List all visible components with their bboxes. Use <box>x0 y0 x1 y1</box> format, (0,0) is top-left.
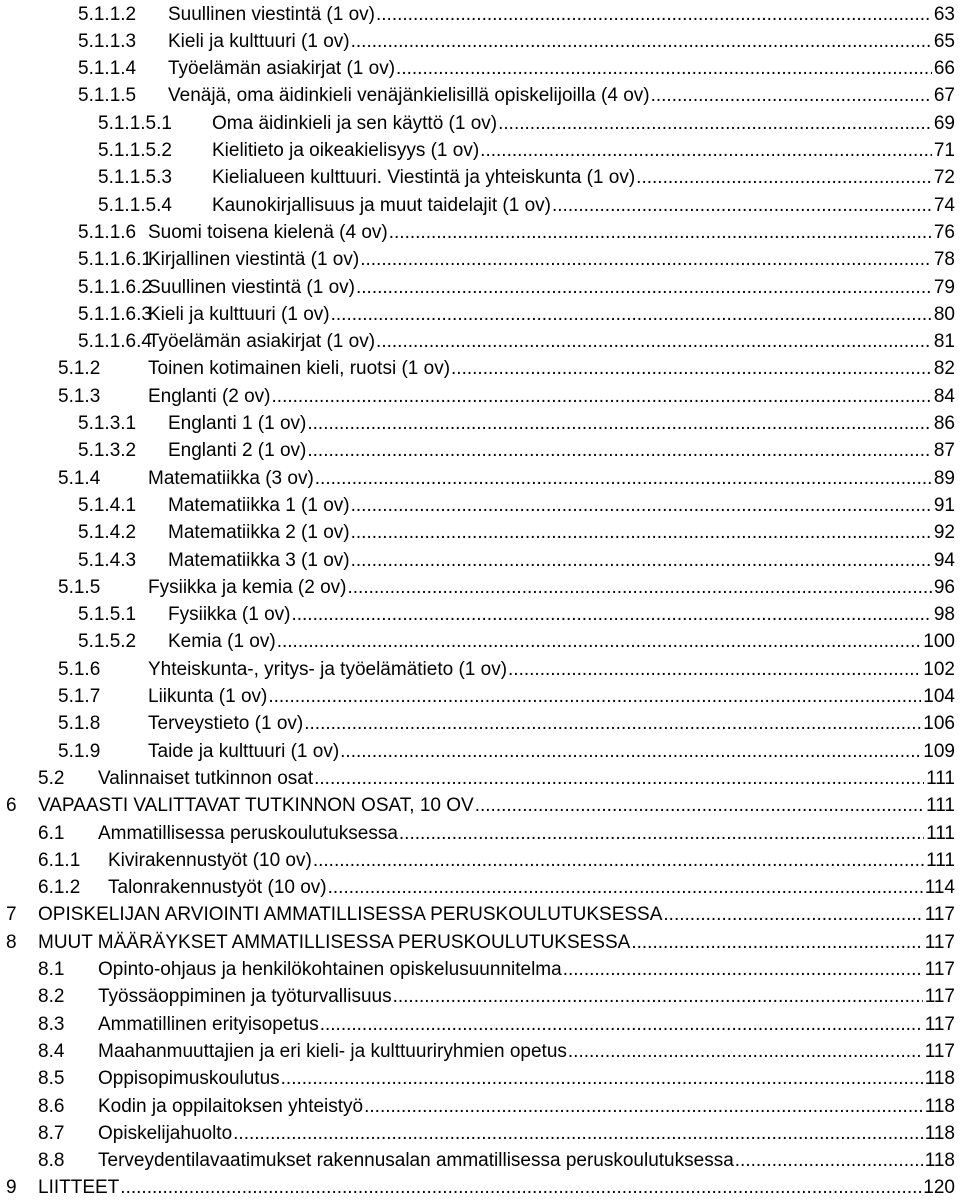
toc-entry-title: Taide ja kulttuuri (1 ov) <box>148 740 340 762</box>
toc-entry[interactable] <box>6 792 955 820</box>
toc-entry-number: 5.2 <box>38 767 65 789</box>
toc-leader-dots <box>328 874 923 902</box>
toc-leader-dots <box>315 465 932 493</box>
toc-entry-page-number: 78 <box>933 249 955 271</box>
toc-entry-title: Fysiikka ja kemia (2 ov) <box>148 576 347 598</box>
toc-entry-title: Ammatillinen erityisopetus <box>98 1013 319 1035</box>
toc-leader-dots <box>356 274 932 302</box>
toc-entry-number: 5.1.1.6.3 <box>78 303 152 325</box>
toc-entry-page-number: 66 <box>933 58 955 80</box>
toc-entry-page-number: 118 <box>924 1150 955 1172</box>
toc-entry-body <box>148 328 955 356</box>
toc-entry-title: Talonrakennustyöt (10 ov) <box>108 877 327 899</box>
toc-leader-dots <box>498 110 932 138</box>
toc-entry-page-number: 98 <box>933 604 955 626</box>
toc-entry[interactable] <box>58 656 955 684</box>
toc-entry[interactable] <box>78 55 955 83</box>
toc-entry-title: Kielialueen kulttuuri. Viestintä ja yhteiskunta (1 ov) <box>212 167 636 189</box>
toc-entry-body <box>212 137 955 165</box>
toc-entry[interactable] <box>78 547 955 575</box>
toc-entry-body <box>38 901 955 929</box>
toc-entry-number: 5.1.4 <box>58 467 101 489</box>
toc-entry[interactable] <box>78 219 955 247</box>
toc-entry[interactable] <box>38 983 955 1011</box>
toc-leader-dots <box>399 820 924 848</box>
toc-entry-title: Kieli ja kulttuuri (1 ov) <box>168 30 350 52</box>
toc-entry-title: Opiskelijahuolto <box>98 1122 233 1144</box>
toc-leader-dots <box>651 82 932 110</box>
toc-entry[interactable] <box>78 274 955 302</box>
toc-entry-title: Opinto-ohjaus ja henkilökohtainen opiskelusuunnitelma <box>98 959 562 980</box>
toc-entry-page-number: 96 <box>933 576 955 598</box>
toc-entry-title: Työssäoppiminen ja työturvallisuus <box>98 986 392 1008</box>
toc-leader-dots <box>636 164 932 192</box>
toc-entry-body <box>98 1120 955 1148</box>
toc-entry-number: 5.1.1.2 <box>78 3 137 25</box>
toc-entry-number: 5.1.1.6.4 <box>78 331 152 353</box>
toc-entry-page-number: 114 <box>924 877 955 899</box>
toc-entry-title: Terveystieto (1 ov) <box>148 713 304 735</box>
toc-entry-number: 5.1.4.2 <box>78 522 137 544</box>
toc-leader-dots <box>393 983 923 1011</box>
toc-entry-title: Kivirakennustyöt (10 ov) <box>108 849 312 871</box>
toc-leader-dots <box>233 1120 923 1148</box>
toc-entry-title: Kaunokirjallisuus ja muut taidelajit (1 ov) <box>212 194 551 216</box>
toc-leader-dots <box>351 492 932 520</box>
toc-entry-page-number: 80 <box>933 303 955 325</box>
toc-entry-page-number: 111 <box>926 822 955 844</box>
toc-entry[interactable] <box>78 492 955 520</box>
toc-entry-number: 5.1.1.5 <box>78 85 137 107</box>
toc-entry-body <box>108 847 955 875</box>
toc-entry[interactable] <box>78 301 955 329</box>
toc-entry-number: 5.1.1.6 <box>78 221 137 243</box>
toc-entry-title: Kodin ja oppilaitoksen yhteistyö <box>98 1095 364 1117</box>
toc-entry-number: 6.1.2 <box>38 877 81 899</box>
toc-entry-body <box>98 1038 955 1066</box>
toc-entry-page-number: 69 <box>933 112 955 134</box>
toc-entry[interactable] <box>58 355 955 383</box>
toc-leader-dots <box>268 683 921 711</box>
toc-entry-body <box>148 738 955 766</box>
toc-entry[interactable] <box>78 437 955 465</box>
toc-entry-title: Työelämän asiakirjat (1 ov) <box>148 331 376 353</box>
toc-entry-page-number: 72 <box>933 167 955 189</box>
toc-entry[interactable] <box>58 683 955 711</box>
toc-entry-body <box>168 492 955 520</box>
toc-entry-page-number: 117 <box>924 986 955 1008</box>
toc-entry-body <box>168 1 955 29</box>
toc-leader-dots <box>307 410 932 438</box>
toc-entry-number: 8.1 <box>38 959 65 980</box>
toc-entry-page-number: 102 <box>923 658 955 680</box>
toc-entry-number: 7 <box>6 904 17 926</box>
toc-entry-number: 8.4 <box>38 1040 65 1062</box>
toc-entry-title: Työelämän asiakirjat (1 ov) <box>168 58 396 80</box>
toc-entry[interactable] <box>38 1093 955 1121</box>
toc-entry-number: 5.1.1.6.2 <box>78 276 152 298</box>
toc-entry[interactable] <box>78 410 955 438</box>
toc-entry-page-number: 111 <box>926 849 955 871</box>
toc-leader-dots <box>552 192 932 220</box>
toc-entry-title: Toinen kotimainen kieli, ruotsi (1 ov) <box>148 358 451 380</box>
toc-entry[interactable] <box>38 847 955 875</box>
toc-entry-page-number: 104 <box>923 686 955 707</box>
toc-entry-body <box>168 628 955 656</box>
toc-entry-title: Matematiikka 2 (1 ov) <box>168 522 350 544</box>
toc-entry-title: Kemia (1 ov) <box>168 631 276 653</box>
toc-entry-title: Englanti 2 (1 ov) <box>168 440 307 462</box>
toc-entry-page-number: 79 <box>933 276 955 298</box>
toc-entry[interactable] <box>78 601 955 629</box>
toc-entry-title: Oppisopimuskoulutus <box>98 1068 280 1090</box>
toc-entry-page-number: 120 <box>923 1177 955 1199</box>
toc-entry[interactable] <box>98 110 955 138</box>
toc-entry[interactable] <box>38 1120 955 1148</box>
toc-entry-page-number: 65 <box>933 30 955 52</box>
toc-entry[interactable] <box>38 765 955 793</box>
toc-leader-dots <box>360 246 932 274</box>
toc-entry[interactable] <box>98 164 955 192</box>
toc-entry-body <box>148 383 955 411</box>
toc-entry-number: 5.1.4.3 <box>78 549 137 571</box>
toc-entry-body <box>168 55 955 83</box>
toc-leader-dots <box>376 1 932 29</box>
toc-entry[interactable] <box>58 465 955 493</box>
toc-entry[interactable] <box>78 82 955 110</box>
toc-entry-body <box>168 601 955 629</box>
toc-entry-body <box>148 656 955 684</box>
toc-entry[interactable] <box>58 574 955 602</box>
toc-entry[interactable] <box>58 738 955 766</box>
toc-entry-body <box>168 28 955 56</box>
toc-entry[interactable] <box>38 1038 955 1066</box>
toc-entry-number: 5.1.1.5.3 <box>98 167 172 189</box>
toc-entry-title: Oma äidinkieli ja sen käyttö (1 ov) <box>212 112 498 134</box>
toc-entry-page-number: 82 <box>933 358 955 380</box>
toc-entry-body <box>98 1093 955 1121</box>
toc-entry-body <box>148 355 955 383</box>
toc-entry-body <box>148 683 955 711</box>
toc-leader-dots <box>451 355 932 383</box>
toc-entry-page-number: 117 <box>924 1040 955 1062</box>
toc-entry[interactable] <box>6 1174 955 1202</box>
toc-leader-dots <box>291 601 931 629</box>
toc-leader-dots <box>376 328 932 356</box>
toc-leader-dots <box>120 1174 921 1202</box>
toc-entry-number: 8.2 <box>38 986 65 1008</box>
toc-entry-body <box>148 274 955 302</box>
toc-entry[interactable] <box>98 137 955 165</box>
toc-leader-dots <box>631 929 922 957</box>
toc-entry-title: Englanti 1 (1 ov) <box>168 413 307 434</box>
toc-entry-title: Terveydentilavaatimukset rakennusalan ammatillisessa peruskoulutuksessa <box>98 1150 734 1172</box>
toc-leader-dots <box>314 765 924 793</box>
toc-entry-number: 5.1.6 <box>58 658 101 680</box>
toc-entry-body <box>168 519 955 547</box>
toc-entry[interactable] <box>78 519 955 547</box>
toc-entry[interactable] <box>6 901 955 929</box>
toc-entry[interactable] <box>98 192 955 220</box>
toc-entry-number: 5.1.1.3 <box>78 30 137 52</box>
toc-entry-number: 5.1.1.4 <box>78 58 137 80</box>
toc-leader-dots <box>348 574 932 602</box>
toc-entry-page-number: 92 <box>933 522 955 544</box>
toc-leader-dots <box>304 710 921 738</box>
toc-entry-page-number: 117 <box>924 959 955 980</box>
toc-leader-dots <box>351 519 932 547</box>
toc-entry-page-number: 117 <box>924 904 955 926</box>
toc-entry-number: 8.6 <box>38 1095 65 1117</box>
toc-entry-number: 8.7 <box>38 1122 65 1144</box>
toc-entry-number: 5.1.1.5.2 <box>98 140 172 161</box>
toc-entry-number: 8.8 <box>38 1150 65 1172</box>
toc-leader-dots <box>568 1038 923 1066</box>
toc-entry-number: 5.1.8 <box>58 713 101 735</box>
toc-entry-number: 9 <box>6 1177 17 1199</box>
toc-leader-dots <box>351 28 932 56</box>
toc-entry-title: Kielitieto ja oikeakielisyys (1 ov) <box>212 140 480 161</box>
toc-entry-body <box>148 574 955 602</box>
toc-entry-number: 5.1.2 <box>58 358 101 380</box>
toc-entry-page-number: 111 <box>926 767 955 789</box>
toc-entry-page-number: 106 <box>923 713 955 735</box>
toc-entry-number: 5.1.3.2 <box>78 440 137 462</box>
toc-entry[interactable] <box>38 1065 955 1093</box>
toc-entry[interactable] <box>38 820 955 848</box>
toc-entry-number: 6.1 <box>38 822 65 844</box>
toc-leader-dots <box>735 1147 923 1175</box>
toc-entry-title: Liikunta (1 ov) <box>148 686 268 707</box>
toc-entry-number: 5.1.1.5.4 <box>98 194 172 216</box>
toc-entry[interactable] <box>78 628 955 656</box>
toc-entry-body <box>98 956 955 984</box>
toc-leader-dots <box>307 437 932 465</box>
toc-entry-title: Yhteiskunta-, yritys- ja työelämätieto (1 ov) <box>148 658 508 680</box>
toc-entry-body <box>168 437 955 465</box>
toc-entry-number: 5.1.5.1 <box>78 604 137 626</box>
toc-entry-number: 5.1.4.1 <box>78 494 137 516</box>
toc-entry-page-number: 100 <box>923 631 955 653</box>
toc-entry[interactable] <box>6 929 955 957</box>
toc-entry-body <box>148 219 955 247</box>
toc-entry-page-number: 86 <box>933 413 955 434</box>
toc-leader-dots <box>663 901 922 929</box>
toc-entry-body <box>168 82 955 110</box>
toc-entry[interactable] <box>58 710 955 738</box>
toc-entry-body <box>98 1065 955 1093</box>
toc-entry-title: Matematiikka 1 (1 ov) <box>168 494 350 516</box>
toc-entry-body <box>38 1174 955 1202</box>
toc-entry-body <box>148 246 955 274</box>
toc-entry-page-number: 89 <box>933 467 955 489</box>
toc-entry-page-number: 84 <box>933 385 955 407</box>
toc-entry-page-number: 118 <box>924 1068 955 1090</box>
toc-entry-body <box>168 410 955 438</box>
toc-leader-dots <box>277 628 922 656</box>
toc-entry-body <box>148 710 955 738</box>
toc-entry-page-number: 91 <box>933 494 955 516</box>
toc-leader-dots <box>396 55 932 83</box>
toc-entry-page-number: 117 <box>924 931 955 953</box>
toc-leader-dots <box>563 956 923 984</box>
toc-entry-page-number: 71 <box>933 140 955 161</box>
toc-entry-title: Maahanmuuttajien ja eri kieli- ja kulttuuriryhmien opetus <box>98 1040 567 1062</box>
toc-entry-body <box>38 929 955 957</box>
toc-leader-dots <box>480 137 932 165</box>
toc-entry[interactable] <box>78 328 955 356</box>
toc-leader-dots <box>320 1011 923 1039</box>
toc-entry-title: Suomi toisena kielenä (4 ov) <box>148 221 388 243</box>
toc-leader-dots <box>364 1093 923 1121</box>
toc-entry-title: Venäjä, oma äidinkieli venäjänkielisillä opiskelijoilla (4 ov) <box>168 85 650 107</box>
toc-entry-title: MUUT MÄÄRÄYKSET AMMATILLISESSA PERUSKOULUTUKSESSA <box>38 931 631 953</box>
toc-entry-page-number: 74 <box>933 194 955 216</box>
toc-entry-number: 5.1.3.1 <box>78 413 137 434</box>
toc-entry-body <box>212 110 955 138</box>
toc-entry-number: 8 <box>6 931 17 953</box>
toc-entry-number: 5.1.7 <box>58 686 101 707</box>
toc-entry-number: 5.1.1.6.1 <box>78 249 152 271</box>
toc-entry[interactable] <box>78 1 955 29</box>
toc-entry[interactable] <box>78 246 955 274</box>
toc-entry-title: Kieli ja kulttuuri (1 ov) <box>148 303 330 325</box>
toc-entry-page-number: 67 <box>933 85 955 107</box>
toc-leader-dots <box>389 219 932 247</box>
toc-entry-page-number: 118 <box>924 1122 955 1144</box>
toc-entry-body <box>98 765 955 793</box>
toc-entry-body <box>212 164 955 192</box>
toc-entry-body <box>212 192 955 220</box>
toc-entry-page-number: 87 <box>933 440 955 462</box>
toc-entry-number: 5.1.9 <box>58 740 101 762</box>
toc-entry-page-number: 63 <box>933 3 955 25</box>
toc-entry-number: 6 <box>6 795 17 817</box>
toc-entry-body <box>168 547 955 575</box>
toc-entry-number: 6.1.1 <box>38 849 81 871</box>
toc-leader-dots <box>272 383 932 411</box>
toc-entry-body <box>98 1147 955 1175</box>
toc-entry-title: Matematiikka 3 (1 ov) <box>168 549 350 571</box>
toc-entry-page-number: 118 <box>924 1095 955 1117</box>
toc-entry-number: 5.1.1.5.1 <box>98 112 172 134</box>
toc-entry-title: OPISKELIJAN ARVIOINTI AMMATILLISESSA PERUSKOULUTUKSESSA <box>38 904 663 926</box>
toc-entry-page-number: 76 <box>933 221 955 243</box>
toc-entry-body <box>98 1011 955 1039</box>
toc-entry-page-number: 109 <box>923 740 955 762</box>
toc-entry-title: Kirjallinen viestintä (1 ov) <box>148 249 360 271</box>
toc-entry[interactable] <box>38 956 955 984</box>
toc-entry-number: 8.5 <box>38 1068 65 1090</box>
toc-entry-title: Valinnaiset tutkinnon osat <box>98 767 314 789</box>
toc-entry-page-number: 94 <box>933 549 955 571</box>
toc-entry-title: Ammatillisessa peruskoulutuksessa <box>98 822 398 844</box>
toc-entry-body <box>148 301 955 329</box>
toc-entry-page-number: 111 <box>926 795 955 817</box>
toc-leader-dots <box>281 1065 923 1093</box>
toc-entry-body <box>98 820 955 848</box>
toc-entry-title: LIITTEET <box>38 1177 120 1199</box>
toc-entry-title: Englanti (2 ov) <box>148 385 271 407</box>
toc-entry-body <box>38 792 955 820</box>
toc-entry-page-number: 81 <box>933 331 955 353</box>
toc-entry-number: 5.1.5.2 <box>78 631 137 653</box>
toc-entry[interactable] <box>58 383 955 411</box>
toc-entry-title: VAPAASTI VALITTAVAT TUTKINNON OSAT, 10 OV <box>38 795 474 817</box>
toc-entry[interactable] <box>38 1147 955 1175</box>
toc-entry-title: Fysiikka (1 ov) <box>168 604 291 626</box>
toc-leader-dots <box>313 847 924 875</box>
toc-entry-number: 5.1.3 <box>58 385 101 407</box>
toc-entry-page-number: 117 <box>924 1013 955 1035</box>
toc-leader-dots <box>475 792 924 820</box>
toc-entry[interactable] <box>38 874 955 902</box>
toc-entry[interactable] <box>38 1011 955 1039</box>
toc-entry-number: 5.1.5 <box>58 576 101 598</box>
toc-entry[interactable] <box>78 28 955 56</box>
toc-leader-dots <box>331 301 932 329</box>
toc-leader-dots <box>351 547 932 575</box>
toc-entry-title: Suullinen viestintä (1 ov) <box>148 276 355 298</box>
toc-leader-dots <box>508 656 921 684</box>
toc-entry-number: 8.3 <box>38 1013 65 1035</box>
toc-entry-title: Matematiikka (3 ov) <box>148 467 314 489</box>
toc-entry-body <box>148 465 955 493</box>
toc-entry-title: Suullinen viestintä (1 ov) <box>168 3 375 25</box>
toc-leader-dots <box>340 738 921 766</box>
toc-entry-body <box>98 983 955 1011</box>
toc-entry-body <box>108 874 955 902</box>
